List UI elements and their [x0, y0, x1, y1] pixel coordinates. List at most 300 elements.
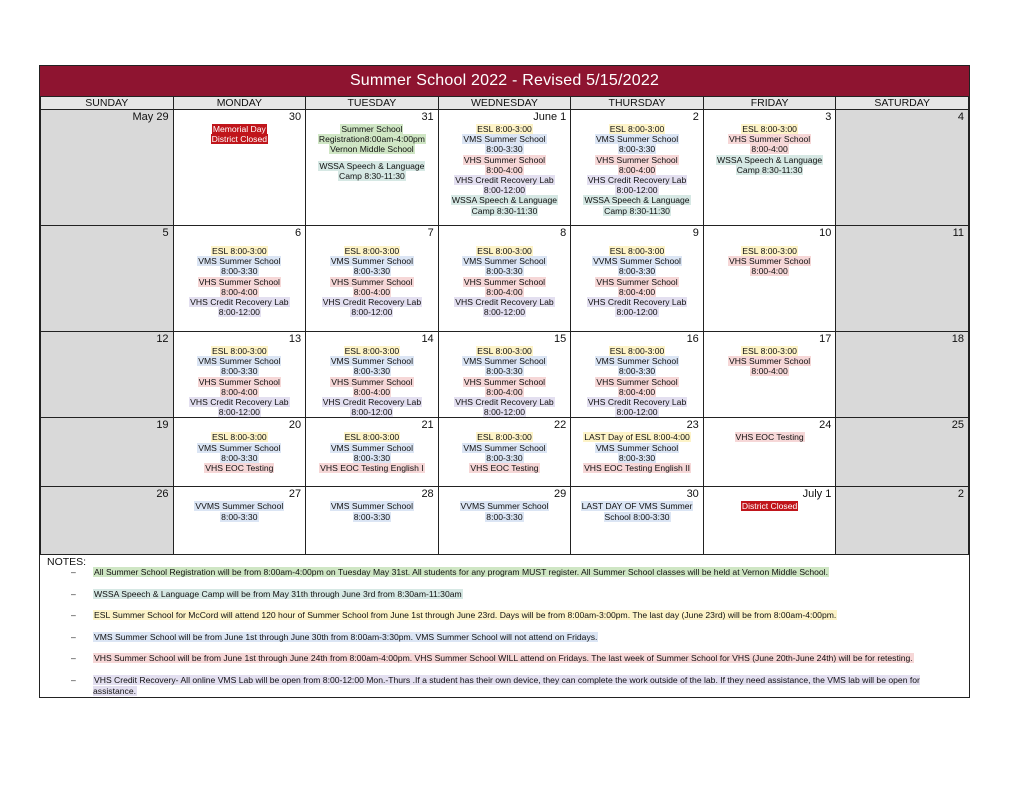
- event-line: [176, 377, 304, 387]
- event-line: [573, 307, 701, 317]
- event-line: [176, 453, 304, 463]
- day-cell: [836, 332, 969, 418]
- event-text: VMS Summer School: [330, 442, 413, 453]
- event-line: [573, 463, 701, 473]
- event-text: LAST DAY OF VMS Summer: [581, 501, 693, 512]
- event-line: [706, 346, 834, 356]
- event-text: VMS Summer School: [463, 256, 546, 267]
- event-line: [308, 356, 436, 366]
- day-cell: [571, 332, 704, 418]
- day-cell: [173, 418, 306, 487]
- day-cell: [571, 418, 704, 487]
- event-line: [441, 356, 569, 366]
- event-text: VMS Summer School: [330, 256, 413, 267]
- day-cell: [306, 110, 439, 226]
- day-events: [571, 124, 703, 216]
- day-cell: [41, 487, 174, 555]
- day-cell: [41, 332, 174, 418]
- event-line: [441, 366, 569, 376]
- event-line: [573, 165, 701, 175]
- event-line: [176, 366, 304, 376]
- day-events: [306, 240, 438, 317]
- day-number: 30: [686, 488, 699, 501]
- event-line: [706, 246, 834, 256]
- note-bullet: –: [71, 567, 76, 577]
- note-text-highlight: WSSA Speech & Language Camp will be from May 31th through June 3rd from 8:30am-11:30am: [94, 589, 462, 599]
- event-text: VHS Summer School: [463, 276, 546, 287]
- event-line: [308, 266, 436, 276]
- day-cell: [703, 487, 836, 555]
- event-line: [573, 377, 701, 387]
- week-row: [41, 110, 969, 226]
- day-events: [174, 240, 306, 317]
- note-text: [93, 567, 949, 578]
- event-line: [573, 124, 701, 134]
- day-events: [174, 501, 306, 521]
- day-cell: [571, 110, 704, 226]
- event-text: ESL 8:00-3:00: [742, 346, 797, 356]
- day-cell: [41, 110, 174, 226]
- event-line: [308, 377, 436, 387]
- event-text: 8:00-3:30: [353, 266, 391, 277]
- day-cell: [41, 418, 174, 487]
- event-text: 8:00-12:00: [218, 307, 260, 318]
- event-text: 8:00-12:00: [616, 407, 658, 418]
- event-line: [441, 134, 569, 144]
- event-line: [176, 307, 304, 317]
- day-cell: [438, 332, 571, 418]
- event-line: [573, 387, 701, 397]
- day-cell: [306, 418, 439, 487]
- day-cell: [571, 226, 704, 332]
- event-text: VHS Credit Recovery Lab: [322, 297, 422, 308]
- event-line: [176, 346, 304, 356]
- event-line: [706, 432, 834, 442]
- day-events: [571, 501, 703, 521]
- note-text: [93, 675, 949, 696]
- event-text: 8:00-3:30: [221, 452, 258, 463]
- event-text: ESL 8:00-3:00: [344, 432, 400, 443]
- day-events: [439, 432, 571, 473]
- day-number: 18: [951, 333, 964, 345]
- event-text: VMS Summer School: [595, 134, 679, 145]
- day-cell: [173, 226, 306, 332]
- event-line: [706, 134, 834, 144]
- day-cell: [836, 487, 969, 555]
- event-text: VHS Summer School: [331, 276, 413, 287]
- event-text: 8:00-3:30: [486, 511, 523, 522]
- event-text: VHS Summer School: [198, 376, 280, 387]
- event-line: [573, 144, 701, 154]
- event-text: District Closed: [211, 134, 268, 145]
- event-text: VHS EOC Testing: [205, 463, 274, 474]
- day-cell: [703, 418, 836, 487]
- event-line: [573, 397, 701, 407]
- weekday-monday: MONDAY: [173, 97, 306, 110]
- day-events: [439, 346, 571, 417]
- event-line: [441, 346, 569, 356]
- notes-label: NOTES:: [47, 556, 87, 568]
- event-text: VHS Summer School: [728, 134, 811, 145]
- event-line: [176, 501, 304, 511]
- event-text: 8:00-4:00: [618, 386, 656, 397]
- day-events: [704, 124, 836, 175]
- day-cell: [306, 332, 439, 418]
- event-text: 8:00-4:00: [486, 386, 523, 397]
- event-text: 8:00-12:00: [218, 407, 260, 418]
- event-text: VMS Summer School: [330, 356, 413, 367]
- event-line: [573, 501, 701, 511]
- event-line: [308, 297, 436, 307]
- calendar-sheet: [39, 65, 970, 698]
- event-text: WSSA Speech & Language: [584, 195, 690, 206]
- event-text: Camp 8:30-11:30: [339, 170, 405, 181]
- event-line: [441, 432, 569, 442]
- day-events: [704, 501, 836, 511]
- event-line: [176, 407, 304, 417]
- note-bullet: –: [71, 589, 76, 599]
- event-line: [441, 206, 569, 216]
- day-cell: [41, 226, 174, 332]
- day-number: 20: [288, 419, 302, 432]
- weekday-saturday: SATURDAY: [836, 97, 969, 110]
- event-line: [308, 134, 436, 144]
- event-line: [308, 407, 436, 417]
- event-line: [573, 155, 701, 165]
- event-line: [441, 266, 569, 276]
- event-text: 8:00-3:30: [353, 366, 391, 377]
- event-text: VHS Summer School: [728, 256, 811, 267]
- day-number: 7: [427, 227, 434, 239]
- event-text: 8:00-3:30: [353, 511, 391, 522]
- event-line: [441, 463, 569, 473]
- event-text: ESL 8:00-3:00: [344, 246, 400, 256]
- event-line: [176, 512, 304, 522]
- day-cell: [836, 226, 969, 332]
- event-text: VVMS Summer School: [195, 501, 284, 512]
- event-text: ESL 8:00-3:00: [609, 124, 665, 134]
- event-text: VHS Summer School: [463, 154, 546, 165]
- event-line: [308, 512, 436, 522]
- event-text: 8:00-3:30: [221, 366, 258, 377]
- day-cell: [703, 332, 836, 418]
- weekday-wednesday: WEDNESDAY: [438, 97, 571, 110]
- event-text: 8:00-4:00: [353, 386, 391, 397]
- event-text: Vernon Middle School: [330, 144, 414, 155]
- day-number: 17: [819, 333, 832, 345]
- event-text: ESL 8:00-3:00: [477, 246, 532, 256]
- day-number: June 1: [533, 111, 567, 123]
- event-line: [573, 185, 701, 195]
- event-text: VHS Summer School: [331, 376, 413, 387]
- event-text: Registration8:00am-4:00pm: [318, 134, 425, 145]
- day-number: 14: [421, 333, 434, 345]
- day-number: 21: [421, 419, 434, 432]
- day-number: 10: [819, 227, 832, 239]
- day-cell: [173, 332, 306, 418]
- event-text: 8:00-3:30: [486, 266, 523, 277]
- event-text: VMS Summer School: [463, 134, 546, 145]
- event-line: [573, 266, 701, 276]
- event-line: [706, 366, 834, 376]
- day-events: [571, 240, 703, 317]
- event-line: [176, 124, 304, 134]
- note-text-highlight: All Summer School Registration will be from 8:00am-4:00pm on Tuesday May 31st. All students for any program MUST register. All Summer School classes will be held at Vernon Middle School.: [94, 567, 828, 577]
- day-events: [571, 346, 703, 417]
- day-cell: [173, 110, 306, 226]
- event-text: VMS Summer School: [198, 256, 281, 267]
- event-line: [176, 266, 304, 276]
- event-text: VHS Credit Recovery Lab: [587, 297, 687, 308]
- weekday-sunday: SUNDAY: [41, 97, 174, 110]
- day-number: 19: [156, 419, 169, 432]
- event-line: [308, 366, 436, 376]
- day-cell: [836, 110, 969, 226]
- day-number: 28: [421, 488, 434, 501]
- event-line: [308, 397, 436, 407]
- event-text: VHS Credit Recovery Lab: [190, 297, 289, 308]
- event-text: VHS Summer School: [728, 356, 811, 367]
- day-number: 29: [554, 488, 567, 501]
- event-text: VMS Summer School: [595, 442, 679, 453]
- event-text: 8:00-12:00: [483, 185, 526, 196]
- event-text: 8:00-4:00: [486, 164, 523, 175]
- event-line: [176, 397, 304, 407]
- event-line: [573, 134, 701, 144]
- event-text: VMS Summer School: [463, 442, 546, 453]
- event-text: 8:00-4:00: [618, 286, 656, 297]
- event-text: 8:00-4:00: [751, 266, 788, 277]
- day-number: 2: [692, 111, 699, 123]
- event-line: [308, 256, 436, 266]
- day-number: 26: [156, 488, 169, 501]
- event-line: [441, 124, 569, 134]
- event-line: [441, 443, 569, 453]
- event-text: VHS Credit Recovery Lab: [322, 397, 422, 408]
- day-cell: [306, 226, 439, 332]
- event-text: 8:00-4:00: [353, 286, 391, 297]
- calendar-grid: [40, 96, 969, 555]
- event-line: [573, 277, 701, 287]
- week-row: [41, 332, 969, 418]
- event-text: ESL 8:00-3:00: [477, 346, 532, 356]
- event-line: [441, 246, 569, 256]
- event-text: VHS Summer School: [596, 154, 678, 165]
- event-text: 8:00-3:30: [618, 366, 656, 377]
- event-line: [441, 453, 569, 463]
- event-text: 8:00-3:30: [486, 366, 523, 377]
- event-text: 8:00-12:00: [483, 307, 526, 318]
- day-cell: [173, 487, 306, 555]
- day-number: 8: [560, 227, 567, 239]
- day-events: [704, 346, 836, 377]
- event-text: 8:00-12:00: [351, 407, 393, 418]
- event-text: School 8:00-3:30: [604, 511, 670, 522]
- note-text: [93, 589, 949, 600]
- event-text: LAST Day of ESL 8:00-4:00: [584, 432, 690, 443]
- event-text: 8:00-12:00: [351, 307, 393, 318]
- event-text: ESL 8:00-3:00: [477, 124, 532, 134]
- day-cell: [703, 110, 836, 226]
- event-text: VHS Credit Recovery Lab: [587, 397, 687, 408]
- event-line: [706, 501, 834, 511]
- event-line: [441, 185, 569, 195]
- event-text: WSSA Speech & Language: [319, 160, 425, 171]
- event-line: [308, 124, 436, 134]
- event-line: [441, 307, 569, 317]
- event-text: ESL 8:00-3:00: [212, 246, 267, 256]
- day-events: [306, 501, 438, 521]
- day-events: [704, 240, 836, 277]
- event-line: [706, 155, 834, 165]
- day-cell: [438, 226, 571, 332]
- event-text: VHS Credit Recovery Lab: [190, 397, 289, 408]
- event-line: [308, 501, 436, 511]
- day-events: [704, 432, 836, 442]
- event-line: [573, 512, 701, 522]
- event-line: [706, 356, 834, 366]
- weekday-friday: FRIDAY: [703, 97, 836, 110]
- event-line: [573, 407, 701, 417]
- event-text: VHS EOC Testing: [470, 463, 539, 474]
- event-text: 8:00-4:00: [751, 366, 788, 377]
- event-text: ESL 8:00-3:00: [742, 246, 797, 256]
- event-line: [176, 134, 304, 144]
- event-line: [308, 432, 436, 442]
- event-line: [706, 144, 834, 154]
- day-number: 2: [957, 488, 964, 501]
- day-events: [439, 240, 571, 317]
- event-line: [308, 287, 436, 297]
- event-text: ESL 8:00-3:00: [212, 346, 267, 356]
- event-line: [176, 256, 304, 266]
- event-line: [441, 387, 569, 397]
- day-number: July 1: [802, 488, 832, 501]
- day-events: [439, 124, 571, 216]
- event-text: 8:00-3:30: [486, 452, 523, 463]
- day-events: [174, 346, 306, 417]
- event-text: Camp 8:30-11:30: [471, 205, 538, 216]
- event-text: 8:00-4:00: [618, 164, 656, 175]
- event-text: VHS Credit Recovery Lab: [455, 175, 554, 186]
- event-line: [441, 256, 569, 266]
- event-text: WSSA Speech & Language: [451, 195, 558, 206]
- event-text: 8:00-12:00: [483, 407, 526, 418]
- note-bullet: –: [71, 632, 76, 642]
- day-events: [439, 501, 571, 521]
- event-line: [573, 297, 701, 307]
- event-line: [573, 453, 701, 463]
- event-line: [441, 287, 569, 297]
- event-text: ESL 8:00-3:00: [344, 346, 400, 356]
- event-text: VHS Credit Recovery Lab: [587, 175, 687, 186]
- note-text-highlight: VHS Credit Recovery- All online VMS Lab will be open from 8:00-12:00 Mon.-Thurs .If a student has their own device, they can complete the work outside of the lab. If they need assistance, the VMS lab will be open for assistance.: [93, 675, 920, 696]
- event-text: VHS Summer School: [596, 376, 678, 387]
- day-events: [306, 432, 438, 473]
- event-line: [573, 175, 701, 185]
- day-events: [306, 124, 438, 181]
- day-events: [174, 124, 306, 144]
- event-text: VHS Summer School: [596, 276, 678, 287]
- event-line: [176, 443, 304, 453]
- event-text: District Closed: [741, 501, 798, 512]
- day-number: 25: [951, 419, 964, 432]
- event-line: [441, 297, 569, 307]
- day-number: 5: [162, 227, 169, 239]
- event-text: VHS Credit Recovery Lab: [455, 397, 554, 408]
- calendar-title: Summer School 2022 - Revised 5/15/2022: [40, 66, 969, 96]
- note-text-highlight: VHS Summer School will be from June 1st through June 24th from 8:00am-4:00pm. VHS Summer School WILL attend on Fridays. The last week of Summer School for VHS (June 20th-June 24th) will be for retesting.: [94, 653, 913, 663]
- event-line: [441, 407, 569, 417]
- event-line: [706, 165, 834, 175]
- day-number: 6: [295, 227, 302, 239]
- event-text: VMS Summer School: [198, 356, 281, 367]
- event-line: [308, 387, 436, 397]
- event-line: [176, 277, 304, 287]
- day-cell: [306, 487, 439, 555]
- event-line: [441, 155, 569, 165]
- event-line: [308, 453, 436, 463]
- event-text: ESL 8:00-3:00: [742, 124, 797, 134]
- event-line: [706, 124, 834, 134]
- event-line: [441, 501, 569, 511]
- event-text: VVMS Summer School: [460, 501, 549, 512]
- event-line: [441, 144, 569, 154]
- event-line: [176, 432, 304, 442]
- week-row: [41, 418, 969, 487]
- event-text: VMS Summer School: [595, 356, 679, 367]
- event-line: [308, 307, 436, 317]
- day-number: 4: [957, 111, 964, 123]
- event-text: ESL 8:00-3:00: [609, 346, 665, 356]
- event-line: [308, 463, 436, 473]
- event-text: VMS Summer School: [330, 501, 413, 512]
- event-line: [573, 287, 701, 297]
- event-text: VHS Summer School: [463, 376, 546, 387]
- event-text: Summer School: [341, 124, 403, 134]
- event-text: VVMS Summer School: [593, 256, 681, 267]
- event-text: ESL 8:00-3:00: [212, 432, 267, 443]
- event-line: [706, 266, 834, 276]
- note-bullet: –: [71, 675, 76, 685]
- event-line: [308, 443, 436, 453]
- day-events: [571, 432, 703, 473]
- day-number: May 29: [132, 111, 169, 123]
- event-line: [573, 443, 701, 453]
- day-cell: [836, 418, 969, 487]
- event-text: 8:00-3:30: [618, 144, 656, 155]
- event-text: 8:00-4:00: [221, 286, 258, 297]
- event-text: VHS Credit Recovery Lab: [455, 297, 554, 308]
- event-text: 8:00-3:30: [221, 511, 258, 522]
- day-number: 16: [686, 333, 699, 345]
- note-text: [93, 610, 949, 621]
- note-bullet: –: [71, 610, 76, 620]
- event-line: [441, 512, 569, 522]
- event-text: VHS EOC Testing: [735, 432, 804, 443]
- event-text: 8:00-4:00: [751, 144, 788, 155]
- day-cell: [438, 487, 571, 555]
- note-text-highlight: VMS Summer School will be from June 1st through June 30th from 8:00am-3:30pm. VMS Summer School will not attend on Fridays.: [94, 632, 598, 642]
- event-text: 8:00-3:30: [486, 144, 523, 155]
- event-line: [573, 356, 701, 366]
- event-line: [573, 195, 701, 205]
- event-line: [706, 256, 834, 266]
- event-line: [573, 256, 701, 266]
- day-cell: [438, 418, 571, 487]
- event-text: Camp 8:30-11:30: [604, 205, 670, 216]
- event-line: [573, 432, 701, 442]
